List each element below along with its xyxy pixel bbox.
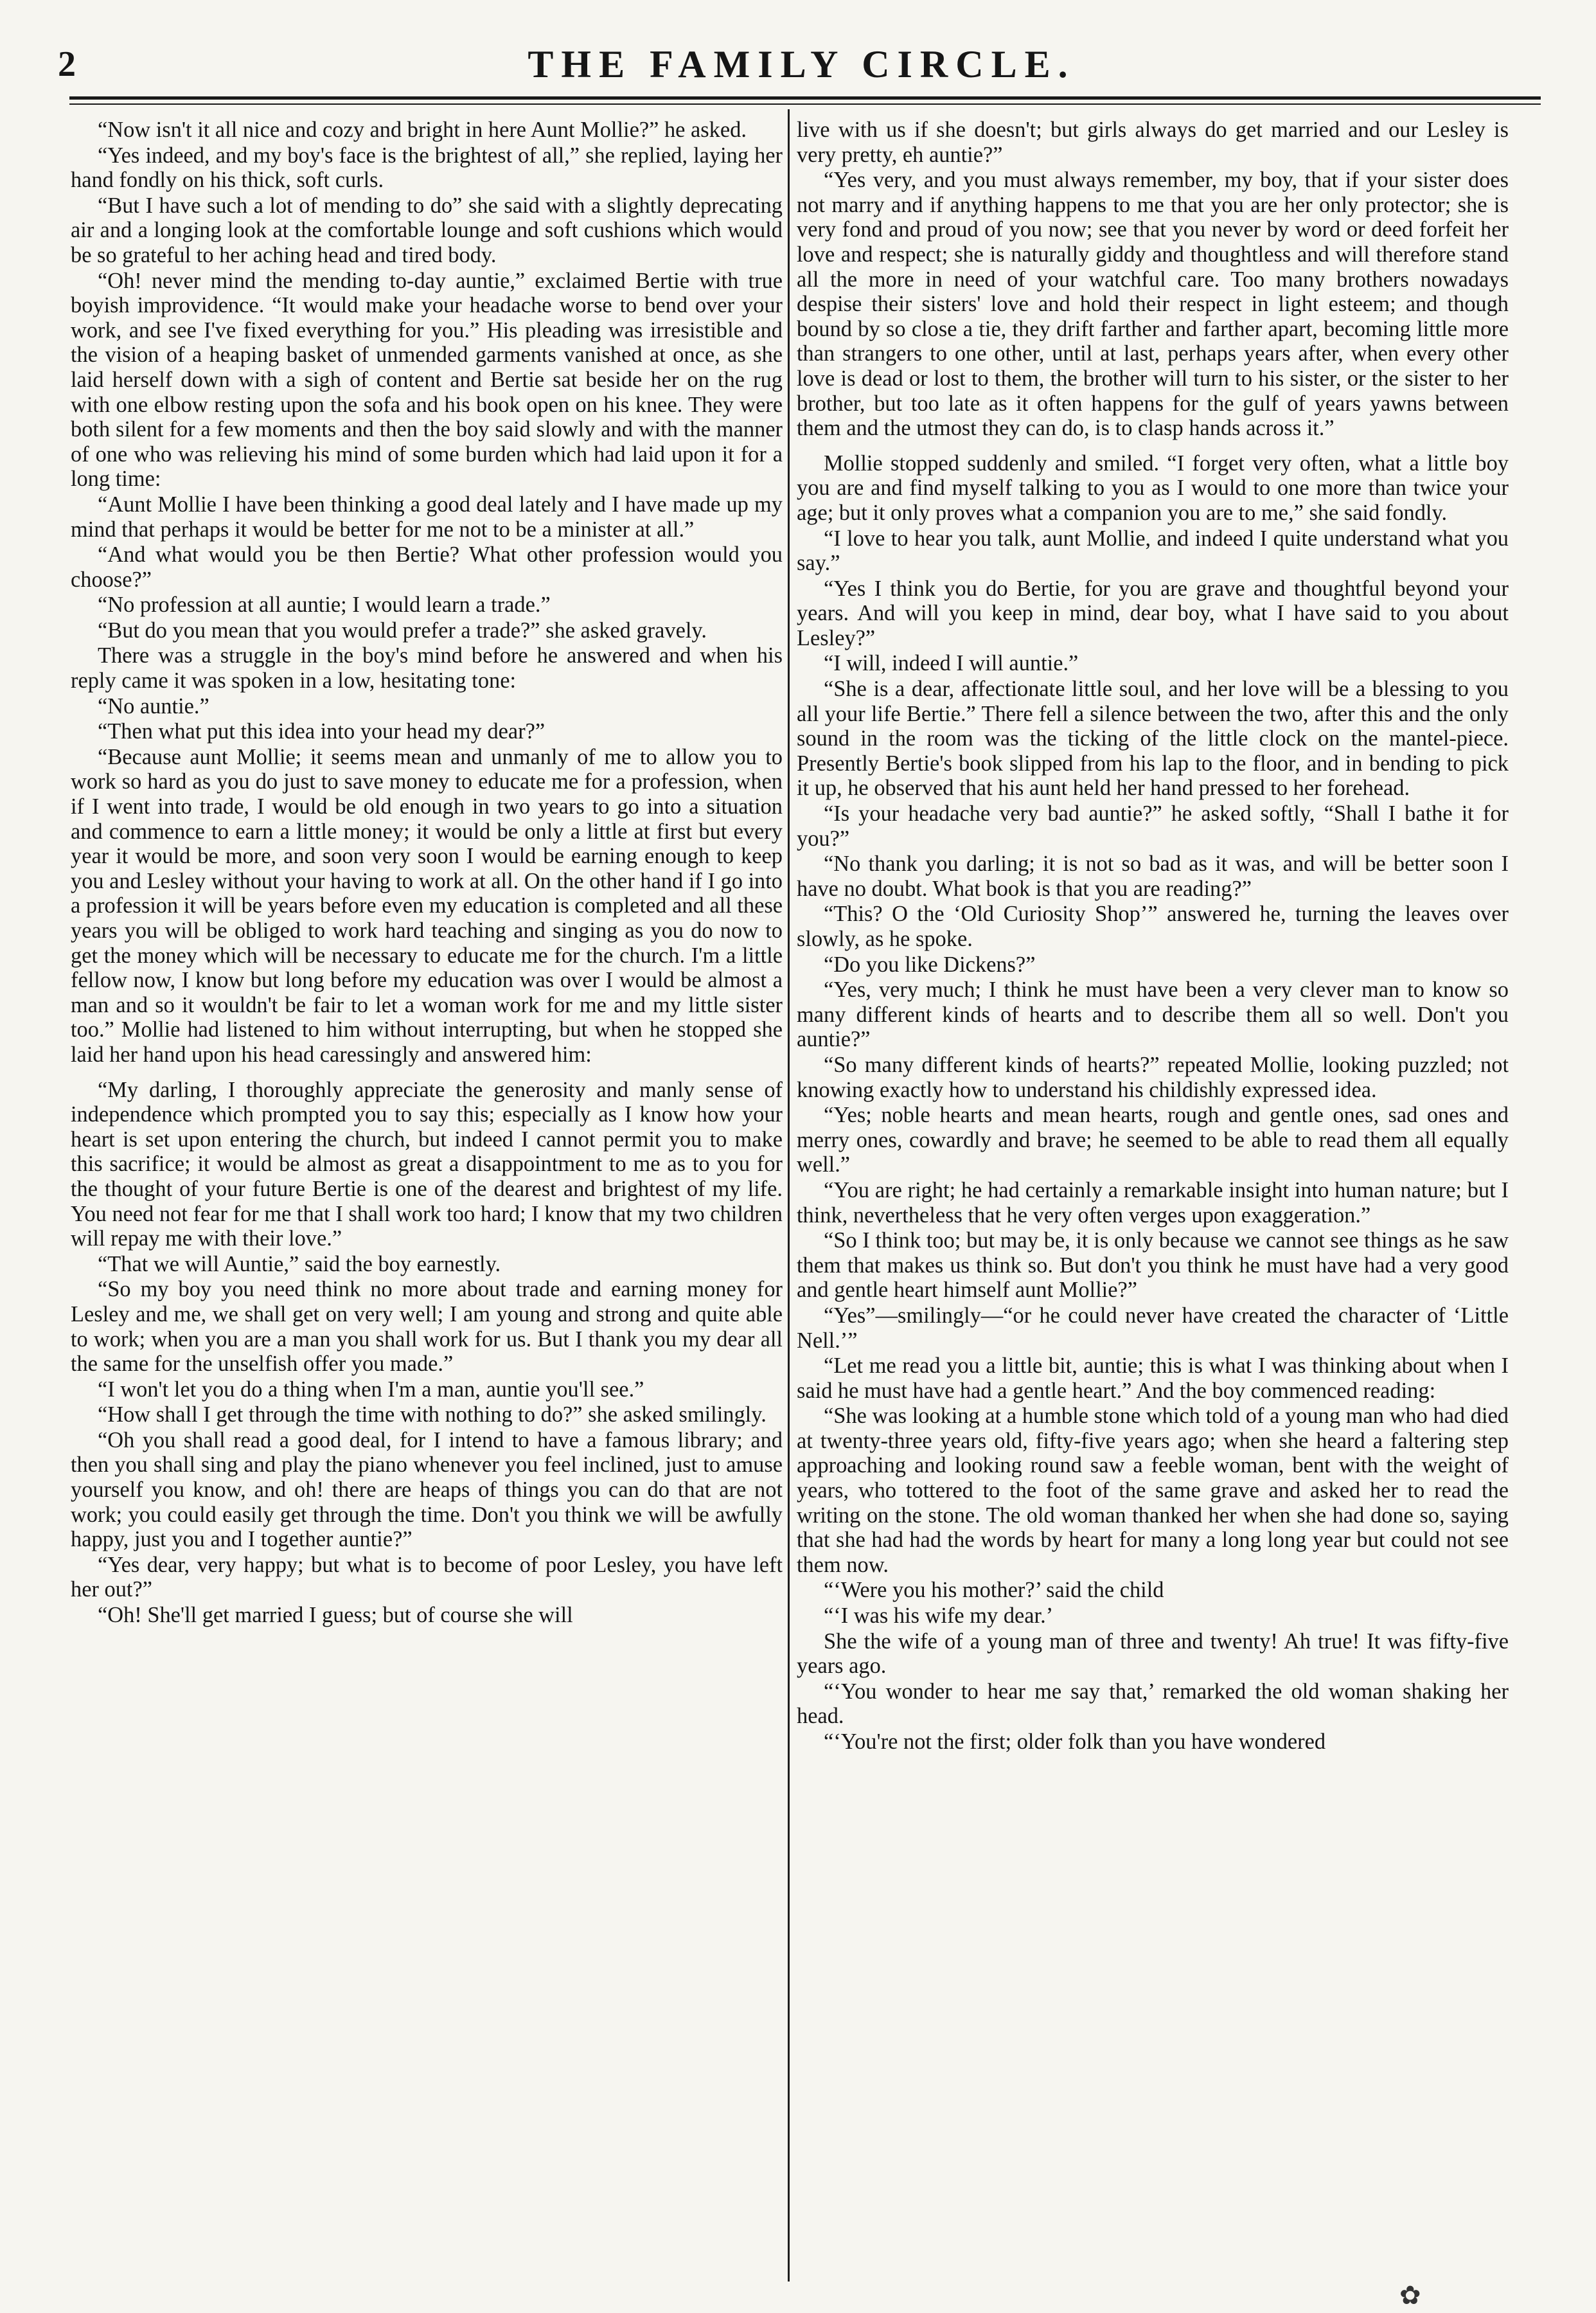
- paragraph: “But I have such a lot of mending to do” she said with a slightly deprecating air and a longing look at the comfortable lounge and soft cushions which would be so grateful to her aching head and tired body.: [71, 193, 783, 267]
- paragraph: “Oh! She'll get married I guess; but of course she will: [98, 1603, 573, 1628]
- header-rule-thin: [69, 103, 1541, 105]
- paragraph: “My darling, I thoroughly appreciate the generosity and manly sense of independence which prompted you to say this; especially as I know how your heart is set upon entering the church, but indeed I cannot permit you to make this sacrifice; it would be almost as great a disappointment to me as to you for the thought of your future Bertie is one of the dearest and brightest of my life. You need not fear for me that I shall work too hard; I know that my two children will repay me with their love.”: [71, 1077, 783, 1251]
- paragraph: “Yes indeed, and my boy's face is the brightest of all,” she replied, laying her hand fondly on his thick, soft curls.: [71, 143, 783, 193]
- paragraph: She the wife of a young man of three and twenty! Ah true! It was fifty-five years ago.: [797, 1629, 1509, 1679]
- paragraph: “She was looking at a humble stone which told of a young man who had died at twenty-three years old, fifty-five years ago; when she heard a faltering step approaching and looking round saw a feeble woman, bent with the weight of years, who tottered to the foot of the same grave and asked her to read the writing on the stone. The old woman thanked her when she had done so, saying that she had had the words by heart for many a long long year but could not see them now.: [797, 1404, 1509, 1577]
- page-number: 2: [58, 44, 76, 84]
- paragraph: “Yes I think you do Bertie, for you are grave and thoughtful beyond your years. And will you keep in mind, dear boy, what I have said to you about Lesley?”: [797, 576, 1509, 650]
- paragraph: “Then what put this idea into your head my dear?”: [98, 719, 545, 744]
- paragraph: “Yes, very much; I think he must have been a very clever man to know so many different kinds of hearts and to describe them all so well. Don't you auntie?”: [797, 978, 1509, 1052]
- paragraph: “No thank you darling; it is not so bad as it was, and will be better soon I have no doubt. What book is that you are reading?”: [797, 852, 1509, 901]
- paragraph: “No profession at all auntie; I would learn a trade.”: [98, 593, 551, 618]
- paragraph: “No auntie.”: [98, 693, 209, 719]
- paragraph: “Oh you shall read a good deal, for I intend to have a famous library; and then you shall sing and play the piano whenever you feel inclined, just to amuse yourself you know, and oh! there are heaps of things you can do that are not work; you could easily get through the time. Don't you think we will be awfully happy, just you and I together auntie?”: [71, 1427, 783, 1552]
- paragraph: Mollie stopped suddenly and smiled. “I forget very often, what a little boy you are and find myself talking to you as I would to one more than twice your age; but it only proves what a companion you are to me,” she said fondly.: [797, 451, 1509, 525]
- column-divider: [788, 109, 790, 2282]
- paragraph: “Do you like Dickens?”: [824, 952, 1036, 977]
- paragraph: There was a struggle in the boy's mind before he answered and when his reply came it was spoken in a low, hesitating tone:: [71, 643, 783, 693]
- paragraph: “How shall I get through the time with nothing to do?” she asked smilingly.: [98, 1402, 767, 1427]
- paragraph: “You are right; he had certainly a remarkable insight into human nature; but I think, nevertheless that he very often verges upon exaggeration.”: [797, 1177, 1509, 1228]
- paragraph: “Aunt Mollie I have been thinking a good deal lately and I have made up my mind that perhaps it would be better for me not to be a minister at all.”: [71, 492, 783, 542]
- paragraph: “‘You're not the first; older folk than you have wondered: [824, 1729, 1326, 1754]
- paragraph: “Yes; noble hearts and mean hearts, rough and gentle ones, sad ones and merry ones, cowardly and brave; he seemed to be able to read them all equally well.”: [797, 1103, 1509, 1177]
- paragraph: “Yes dear, very happy; but what is to become of poor Lesley, you have left her out?”: [71, 1552, 783, 1602]
- publication-title: THE FAMILY CIRCLE.: [528, 43, 1076, 85]
- paragraph: “Because aunt Mollie; it seems mean and unmanly of me to allow you to work so hard as you do just to save money to educate me for a profession, when if I went into trade, I would be old enough in two years to go into a situation and commence to earn a little money; it would be only a little at first but every year it would be more, and soon very soon I would be earning enough to keep you and Lesley without your having to work at all. On the other hand if I go into a profession it will be years before even my education is completed and all these years you will be obliged to work hard teaching and singing as you do now to get the money which will be necessary to educate me for the church. I'm a little fellow now, I know but long before my education was over I would be almost a man and so it wouldn't be fair to let a woman work for me and my little sister too.” Mollie had listened to him without interrupting, but when he stopped she laid her hand upon his head caressingly and answered him:: [71, 744, 783, 1067]
- paragraph: “So my boy you need think no more about trade and earning money for Lesley and me, we shall get on very well; I am young and strong and quite able to work; when you are a man you shall work for us. But I thank you my dear all the same for the unselfish offer you made.”: [71, 1277, 783, 1377]
- paragraph: “Yes very, and you must always remember, my boy, that if your sister does not marry and if anything happens to me that you are her only protector; she is very fond and proud of you now; see that you never by word or deed forfeit her love and respect; she is naturally giddy and thoughtless and will therefore stand all the more in need of your watchful care. Too many brothers nowadays despise their sisters' love and hold their respect in light esteem; and though bound by so close a tie, they drift farther and farther apart, becoming little more than strangers to one other, until at last, perhaps years after, when every other love is dead or lost to them, the brother will turn to his sister, or the sister to her brother, but too late as it often happens for the gulf of years yawns between them and the utmost they can do, is to clasp hands across it.”: [797, 168, 1509, 441]
- paragraph: “Now isn't it all nice and cozy and bright in here Aunt Mollie?” he asked.: [98, 118, 747, 142]
- header-rule: [69, 96, 1541, 100]
- paragraph: “Is your headache very bad auntie?” he asked softly, “Shall I bathe it for you?”: [797, 801, 1509, 851]
- paragraph: “‘I was his wife my dear.’: [824, 1603, 1054, 1629]
- paragraph: “So I think too; but may be, it is only because we cannot see things as he saw them that makes us think so. But don't you think he must have had a very good and gentle heart himself aunt Mollie?”: [797, 1228, 1509, 1303]
- paragraph: “Let me read you a little bit, auntie; this is what I was thinking about when I said he must have had a gentle heart.” And the boy commenced reading:: [797, 1353, 1509, 1403]
- right-column: [797, 118, 1509, 2293]
- paragraph: “‘Were you his mother?’ said the child: [824, 1578, 1164, 1603]
- paragraph: “I will, indeed I will auntie.”: [824, 651, 1079, 676]
- paragraph: “That we will Auntie,” said the boy earnestly.: [98, 1251, 501, 1276]
- paragraph: “This? O the ‘Old Curiosity Shop’” answered he, turning the leaves over slowly, as he spoke.: [797, 902, 1509, 951]
- paragraph: “Oh! never mind the mending to-day auntie,” exclaimed Bertie with true boyish improvidence. “It would make your headache worse to bend over your work, and see I've fixed everything for you.” His pleading was irresistible and the vision of a heaping basket of unmended garments vanished at once, as she laid herself down with a sigh of content and Bertie sat beside her on the rug with one elbow resting upon the sofa and his book open on his knee. They were both silent for a few moments and then the boy said slowly and with the manner of one who was relieving his mind of some burden which had laid upon it for a long time:: [71, 268, 783, 492]
- paragraph: “Yes”—smilingly—“or he could never have created the character of ‘Little Nell.’”: [797, 1303, 1509, 1353]
- paragraph: live with us if she doesn't; but girls always do get married and our Lesley is very pretty, eh auntie?”: [797, 118, 1509, 167]
- page-header: [51, 40, 1552, 91]
- paragraph: “I love to hear you talk, aunt Mollie, and indeed I quite understand what you say.”: [797, 526, 1509, 576]
- paragraph: “But do you mean that you would prefer a trade?” she asked gravely.: [98, 618, 707, 643]
- ornament-icon: ✿: [1399, 2281, 1421, 2310]
- paragraph: “‘You wonder to hear me say that,’ remarked the old woman shaking her head.: [797, 1679, 1509, 1729]
- left-column: [71, 118, 783, 2293]
- paragraph: “And what would you be then Bertie? What other profession would you choose?”: [71, 542, 783, 592]
- paragraph: “I won't let you do a thing when I'm a man, auntie you'll see.”: [98, 1377, 644, 1402]
- paragraph: “So many different kinds of hearts?” repeated Mollie, looking puzzled; not knowing exactly how to understand his childishly expressed idea.: [797, 1052, 1509, 1102]
- paragraph: “She is a dear, affectionate little soul, and her love will be a blessing to you all your life Bertie.” There fell a silence between the two, after this and the only sound in the room was the ticking of the little clock on the mantel-piece. Presently Bertie's book slipped from his lap to the floor, and in bending to pick it up, he observed that his aunt held her hand pressed to her forehead.: [797, 677, 1509, 801]
